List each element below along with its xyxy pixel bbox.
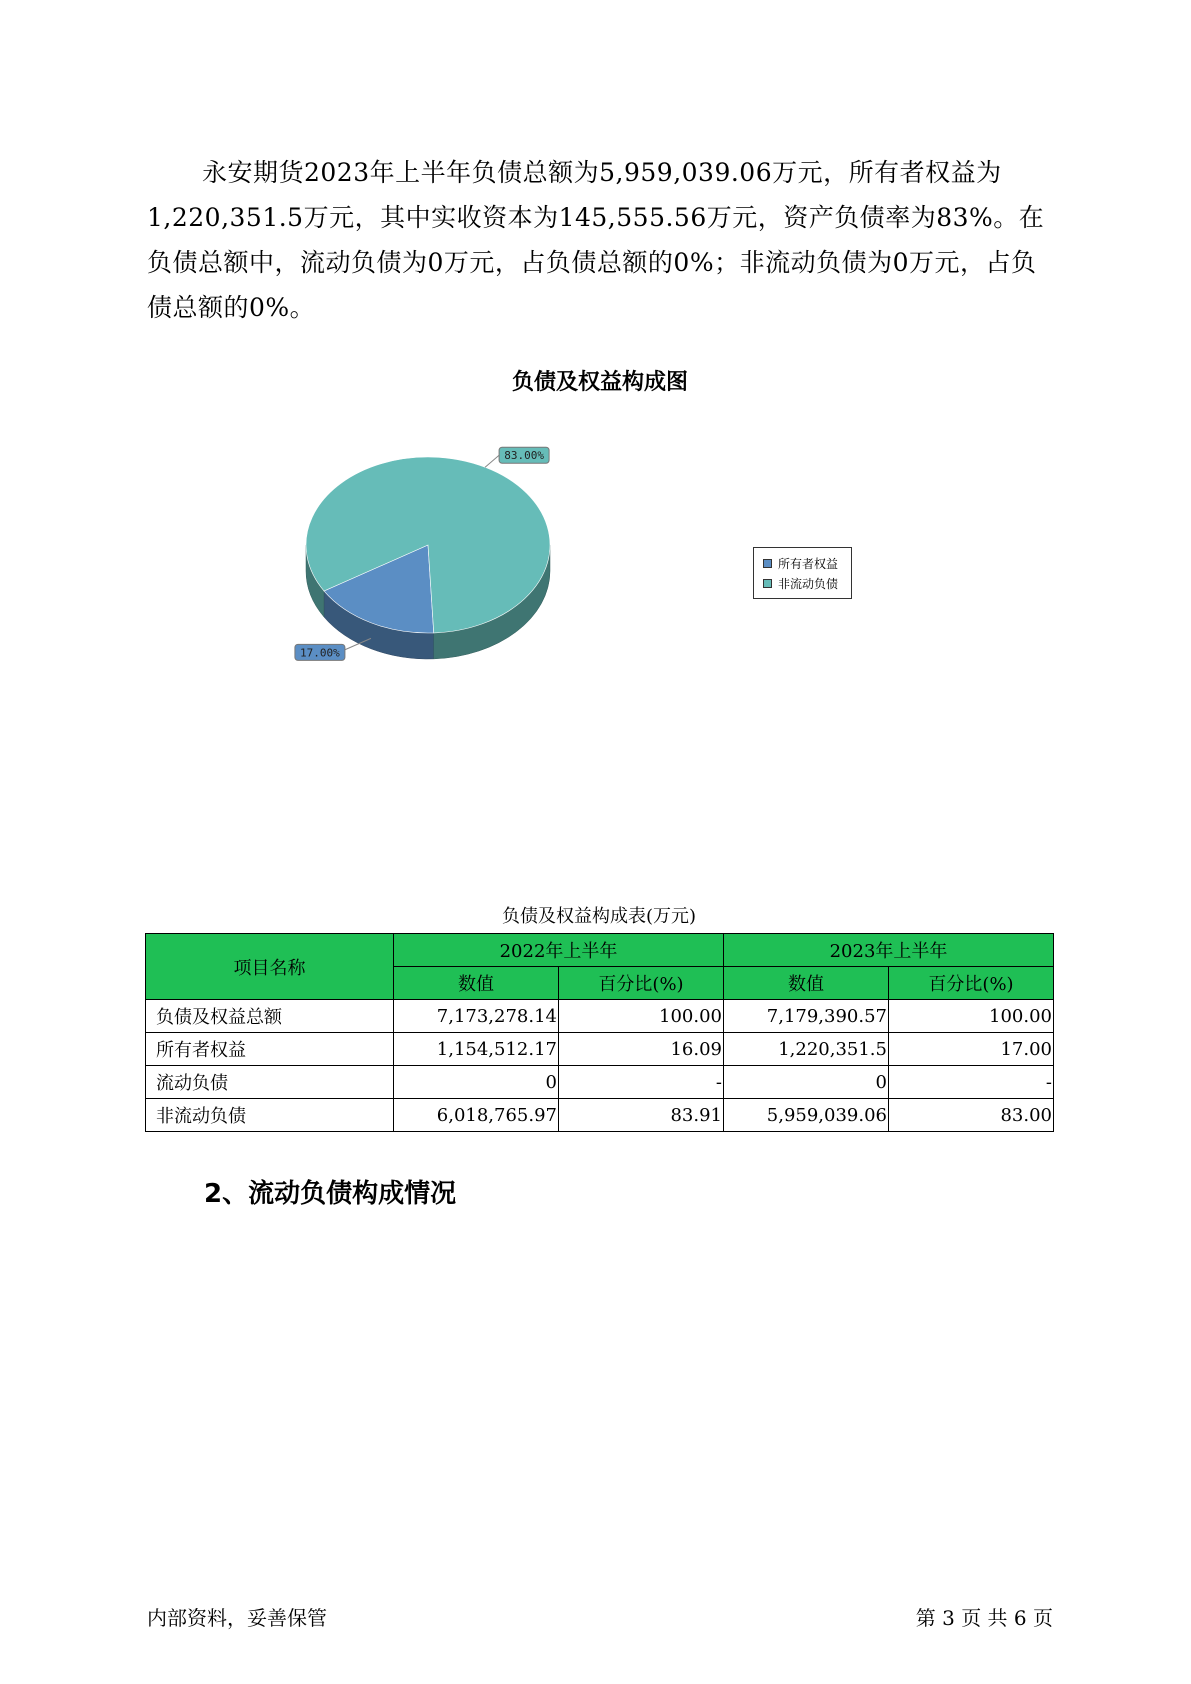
cell-value: 7,179,390.57: [724, 1000, 889, 1033]
cell-value: 7,173,278.14: [394, 1000, 559, 1033]
section-heading: 2、流动负债构成情况: [204, 1179, 457, 1209]
summary-text: 永安期货2023年上半年负债总额为5,959,039.06万元，所有者权益为1,220,351.5万元，其中实收资本为145,555.56万元，资产负债率为83%。在负债总额中，流动负债为0万元，占负债总额的0%；非流动负债为0万元，占负债总额的0%。: [147, 158, 1045, 322]
cell-value: 1,220,351.5: [724, 1033, 889, 1066]
cell-percent: -: [559, 1066, 724, 1099]
cell-percent: 16.09: [559, 1033, 724, 1066]
header-period-2023: 2023年上半年: [724, 934, 1054, 967]
pie-data-label-1: 83.00%: [504, 449, 544, 463]
header-value-2023: 数值: [724, 967, 889, 1000]
cell-percent: 100.00: [889, 1000, 1054, 1033]
legend-label-noncurrent: 非流动负债: [778, 576, 839, 591]
header-percent-2023: 百分比(%): [889, 967, 1054, 1000]
summary-paragraph: [147, 150, 1052, 330]
pie-data-label-0: 17.00%: [300, 646, 340, 660]
table-row: [146, 1066, 1054, 1099]
header-period-2022: 2022年上半年: [394, 934, 724, 967]
footer-page-number: 第 3 页 共 6 页: [915, 1606, 1053, 1630]
legend-swatch-equity: [763, 559, 772, 568]
footer-confidential: 内部资料，妥善保管: [147, 1606, 327, 1630]
liability-equity-table: [145, 933, 1054, 1132]
cell-value: 0: [724, 1066, 889, 1099]
legend-label-equity: 所有者权益: [778, 556, 839, 571]
legend-item-equity: [763, 553, 851, 573]
cell-value: 0: [394, 1066, 559, 1099]
cell-value: 5,959,039.06: [724, 1099, 889, 1132]
table-header-row: [146, 934, 1054, 967]
table-row: [146, 1033, 1054, 1066]
chart-legend: [753, 547, 852, 599]
chart-title: 负债及权益构成图: [511, 370, 688, 395]
header-item: 项目名称: [146, 934, 394, 1000]
header-percent-2022: 百分比(%): [559, 967, 724, 1000]
pie-chart: [280, 435, 610, 675]
legend-item-noncurrent: [763, 573, 851, 593]
cell-value: 1,154,512.17: [394, 1033, 559, 1066]
pie-leader-1: [485, 455, 499, 467]
cell-percent: 83.91: [559, 1099, 724, 1132]
row-label: 非流动负债: [146, 1099, 394, 1132]
row-label: 流动负债: [146, 1066, 394, 1099]
row-label: 所有者权益: [146, 1033, 394, 1066]
header-value-2022: 数值: [394, 967, 559, 1000]
cell-value: 6,018,765.97: [394, 1099, 559, 1132]
row-label: 负债及权益总额: [146, 1000, 394, 1033]
table-row: [146, 1000, 1054, 1033]
cell-percent: -: [889, 1066, 1054, 1099]
cell-percent: 100.00: [559, 1000, 724, 1033]
cell-percent: 83.00: [889, 1099, 1054, 1132]
table-caption: 负债及权益构成表(万元): [501, 906, 697, 927]
table-row: [146, 1099, 1054, 1132]
cell-percent: 17.00: [889, 1033, 1054, 1066]
legend-swatch-noncurrent: [763, 579, 772, 588]
